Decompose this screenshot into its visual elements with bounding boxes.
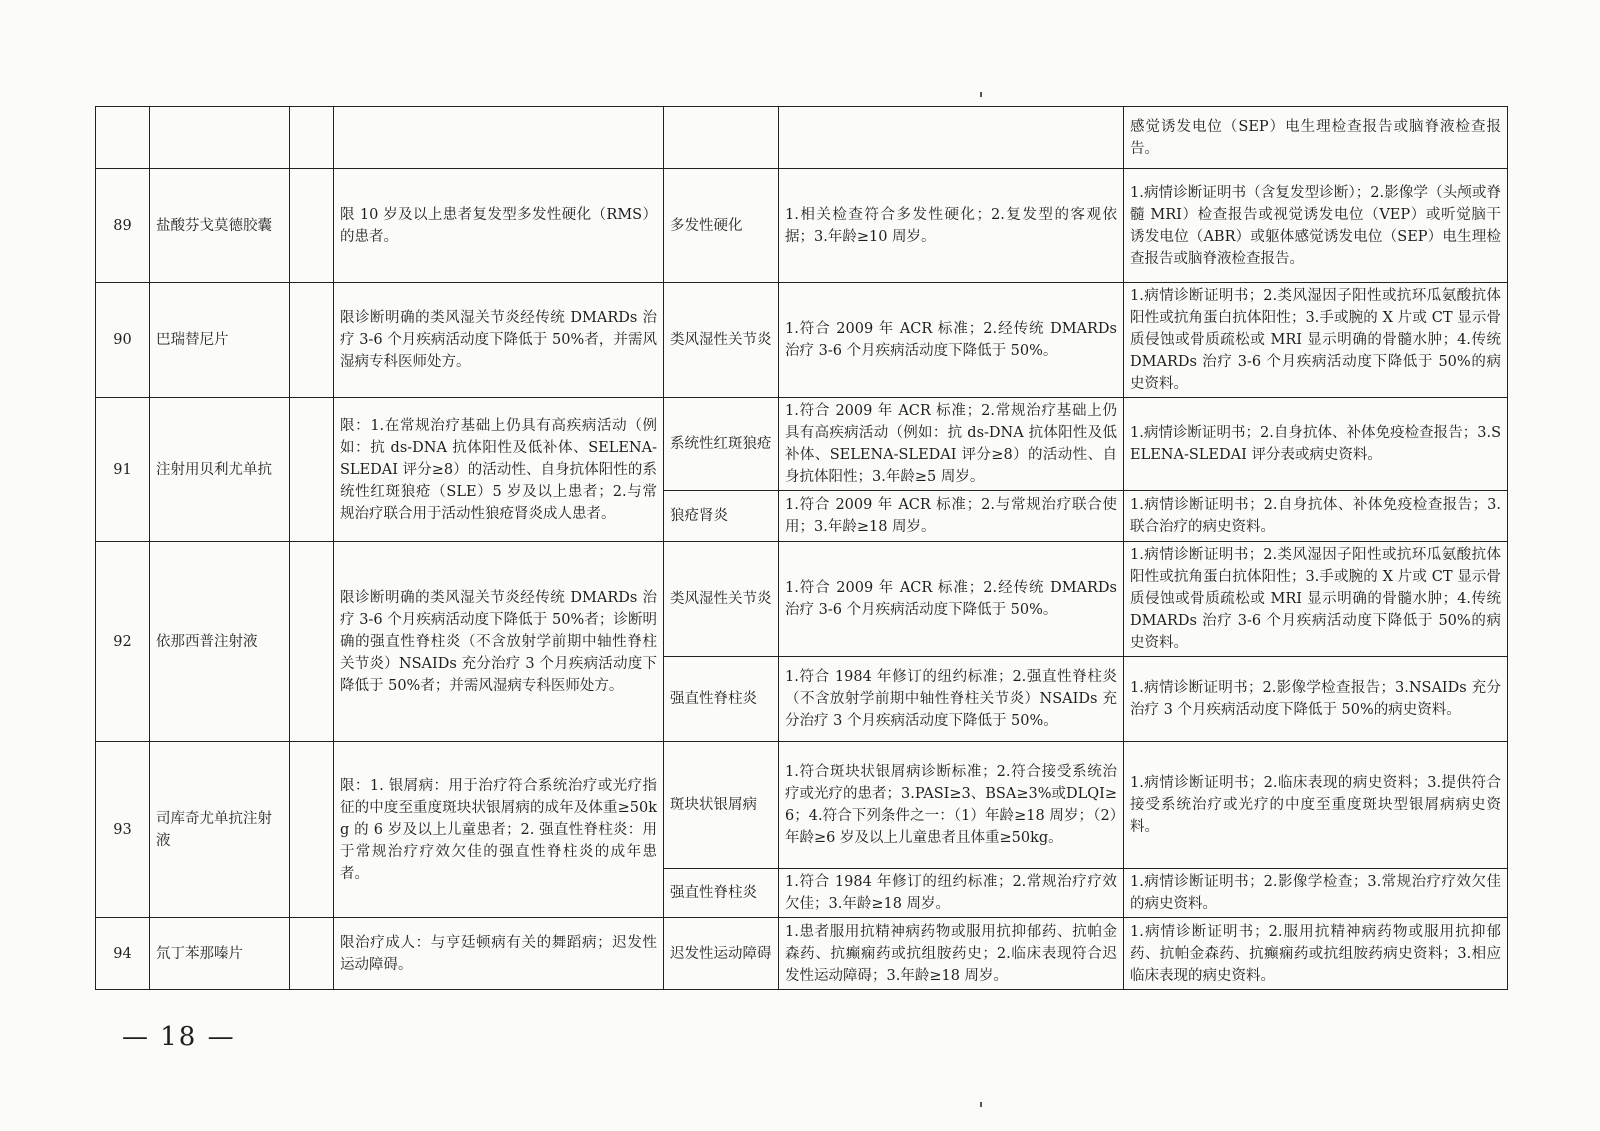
criteria-cell: 1.符合 2009 年 ACR 标准；2.经传统 DMARDs 治疗 3-6 个月疾病活动度下降低于 50%。 [779, 283, 1124, 398]
drug-table [95, 106, 1508, 990]
criteria-cell: 1.符合 1984 年修订的纽约标准；2.常规治疗疗效欠佳；3.年龄≥18 周岁。 [779, 869, 1124, 918]
materials-cell: 1.病情诊断证明书；2.类风湿因子阳性或抗环瓜氨酸抗体阳性或抗角蛋白抗体阳性；3.手或腕的 X 片或 CT 显示骨质侵蚀或骨质疏松或 MRI 显示明确的骨髓水肿；4.传统 DMARDs 治疗 3-6 个月疾病活动度下降低于 50%的病史资料。 [1124, 542, 1508, 657]
drug-name-cell: 依那西普注射液 [150, 542, 290, 742]
materials-cell: 1.病情诊断证明书；2.自身抗体、补体免疫检查报告；3.SELENA-SLEDAI 评分表或病史资料。 [1124, 398, 1508, 491]
table-row [96, 107, 1508, 169]
restriction-cell: 限：1.在常规治疗基础上仍具有高疾病活动（例如：抗 ds-DNA 抗体阳性及低补体、SELENA-SLEDAI 评分≥8）的活动性、自身抗体阳性的系统性红斑狼疮（SLE）5 岁及以上患者；2.与常规治疗联合用于活动性狼疮肾炎成人患者。 [334, 398, 664, 542]
indication-cell: 迟发性运动障碍 [664, 918, 779, 990]
empty-cell [290, 169, 334, 283]
page-number: — 18 — [122, 1022, 236, 1052]
empty-cell [290, 918, 334, 990]
drug-name-cell: 司库奇尤单抗注射液 [150, 742, 290, 918]
empty-cell [290, 398, 334, 542]
empty-cell [290, 542, 334, 742]
empty-cell [290, 742, 334, 918]
materials-cell: 1.病情诊断证明书；2.影像学检查报告；3.NSAIDs 充分治疗 3 个月疾病活动度下降低于 50%的病史资料。 [1124, 657, 1508, 742]
indication-cell: 类风湿性关节炎 [664, 542, 779, 657]
table-row [96, 283, 1508, 398]
criteria-cell: 1.相关检查符合多发性硬化；2.复发型的客观依据；3.年龄≥10 周岁。 [779, 169, 1124, 283]
table-row [96, 918, 1508, 990]
indication-cell: 系统性红斑狼疮 [664, 398, 779, 491]
indication-cell: 多发性硬化 [664, 169, 779, 283]
row-number-cell: 91 [96, 398, 150, 542]
table-row [96, 742, 1508, 869]
indication-cell: 斑块状银屑病 [664, 742, 779, 869]
criteria-cell [779, 107, 1124, 169]
scan-mark [980, 1102, 982, 1107]
criteria-cell: 1.符合 2009 年 ACR 标准；2.常规治疗基础上仍具有高疾病活动（例如：抗 ds-DNA 抗体阳性及低补体、SELENA-SLEDAI 评分≥8）的活动性、自身抗体阳性；3.年龄≥5 周岁。 [779, 398, 1124, 491]
empty-cell [290, 283, 334, 398]
criteria-cell: 1.符合 2009 年 ACR 标准；2.与常规治疗联合使用；3.年龄≥18 周岁。 [779, 491, 1124, 542]
scan-mark [980, 92, 982, 97]
drug-name-cell: 巴瑞替尼片 [150, 283, 290, 398]
indication-cell [664, 107, 779, 169]
table-row [96, 169, 1508, 283]
row-number-cell: 93 [96, 742, 150, 918]
materials-cell: 1.病情诊断证明书；2.临床表现的病史资料；3.提供符合接受系统治疗或光疗的中度至重度斑块型银屑病病史资料。 [1124, 742, 1508, 869]
restriction-cell: 限诊断明确的类风湿关节炎经传统 DMARDs 治疗 3-6 个月疾病活动度下降低于 50%者，并需风湿病专科医师处方。 [334, 283, 664, 398]
row-number-cell [96, 107, 150, 169]
indication-cell: 狼疮肾炎 [664, 491, 779, 542]
restriction-cell: 限 10 岁及以上患者复发型多发性硬化（RMS）的患者。 [334, 169, 664, 283]
drug-name-cell [150, 107, 290, 169]
drug-name-cell: 氘丁苯那嗪片 [150, 918, 290, 990]
indication-cell: 类风湿性关节炎 [664, 283, 779, 398]
row-number-cell: 89 [96, 169, 150, 283]
materials-cell: 1.病情诊断证明书；2.自身抗体、补体免疫检查报告；3.联合治疗的病史资料。 [1124, 491, 1508, 542]
criteria-cell: 1.符合 2009 年 ACR 标准；2.经传统 DMARDs 治疗 3-6 个月疾病活动度下降低于 50%。 [779, 542, 1124, 657]
materials-cell: 1.病情诊断证明书；2.服用抗精神病药物或服用抗抑郁药、抗帕金森药、抗癫痫药或抗组胺药病史资料；3.相应临床表现的病史资料。 [1124, 918, 1508, 990]
indication-cell: 强直性脊柱炎 [664, 869, 779, 918]
criteria-cell: 1.患者服用抗精神病药物或服用抗抑郁药、抗帕金森药、抗癫痫药或抗组胺药史；2.临床表现符合迟发性运动障碍；3.年龄≥18 周岁。 [779, 918, 1124, 990]
drug-name-cell: 盐酸芬戈莫德胶囊 [150, 169, 290, 283]
materials-cell: 感觉诱发电位（SEP）电生理检查报告或脑脊液检查报告。 [1124, 107, 1508, 169]
table-row [96, 542, 1508, 657]
restriction-cell: 限治疗成人：与亨廷顿病有关的舞蹈病；迟发性运动障碍。 [334, 918, 664, 990]
criteria-cell: 1.符合 1984 年修订的纽约标准；2.强直性脊柱炎（不含放射学前期中轴性脊柱关节炎）NSAIDs 充分治疗 3 个月疾病活动度下降低于 50%。 [779, 657, 1124, 742]
drug-name-cell: 注射用贝利尤单抗 [150, 398, 290, 542]
indication-cell: 强直性脊柱炎 [664, 657, 779, 742]
row-number-cell: 90 [96, 283, 150, 398]
empty-cell [290, 107, 334, 169]
materials-cell: 1.病情诊断证明书（含复发型诊断）；2.影像学（头颅或脊髓 MRI）检查报告或视觉诱发电位（VEP）或听觉脑干诱发电位（ABR）或躯体感觉诱发电位（SEP）电生理检查报告或脑脊液检查报告。 [1124, 169, 1508, 283]
restriction-cell [334, 107, 664, 169]
table-row [96, 398, 1508, 491]
materials-cell: 1.病情诊断证明书；2.类风湿因子阳性或抗环瓜氨酸抗体阳性或抗角蛋白抗体阳性；3.手或腕的 X 片或 CT 显示骨质侵蚀或骨质疏松或 MRI 显示明确的骨髓水肿；4.传统 DMARDs 治疗 3-6 个月疾病活动度下降低于 50%的病史资料。 [1124, 283, 1508, 398]
restriction-cell: 限：1. 银屑病：用于治疗符合系统治疗或光疗指征的中度至重度斑块状银屑病的成年及体重≥50kg 的 6 岁及以上儿童患者；2. 强直性脊柱炎：用于常规治疗疗效欠佳的强直性脊柱炎的成年患者。 [334, 742, 664, 918]
materials-cell: 1.病情诊断证明书；2.影像学检查；3.常规治疗疗效欠佳的病史资料。 [1124, 869, 1508, 918]
restriction-cell: 限诊断明确的类风湿关节炎经传统 DMARDs 治疗 3-6 个月疾病活动度下降低于 50%者；诊断明确的强直性脊柱炎（不含放射学前期中轴性脊柱关节炎）NSAIDs 充分治疗 3 个月疾病活动度下降低于 50%者；并需风湿病专科医师处方。 [334, 542, 664, 742]
row-number-cell: 94 [96, 918, 150, 990]
row-number-cell: 92 [96, 542, 150, 742]
criteria-cell: 1.符合斑块状银屑病诊断标准；2.符合接受系统治疗或光疗的患者；3.PASI≥3、BSA≥3%或DLQI≥6；4.符合下列条件之一：（1）年龄≥18 周岁；（2）年龄≥6 岁及以上儿童患者且体重≥50kg。 [779, 742, 1124, 869]
